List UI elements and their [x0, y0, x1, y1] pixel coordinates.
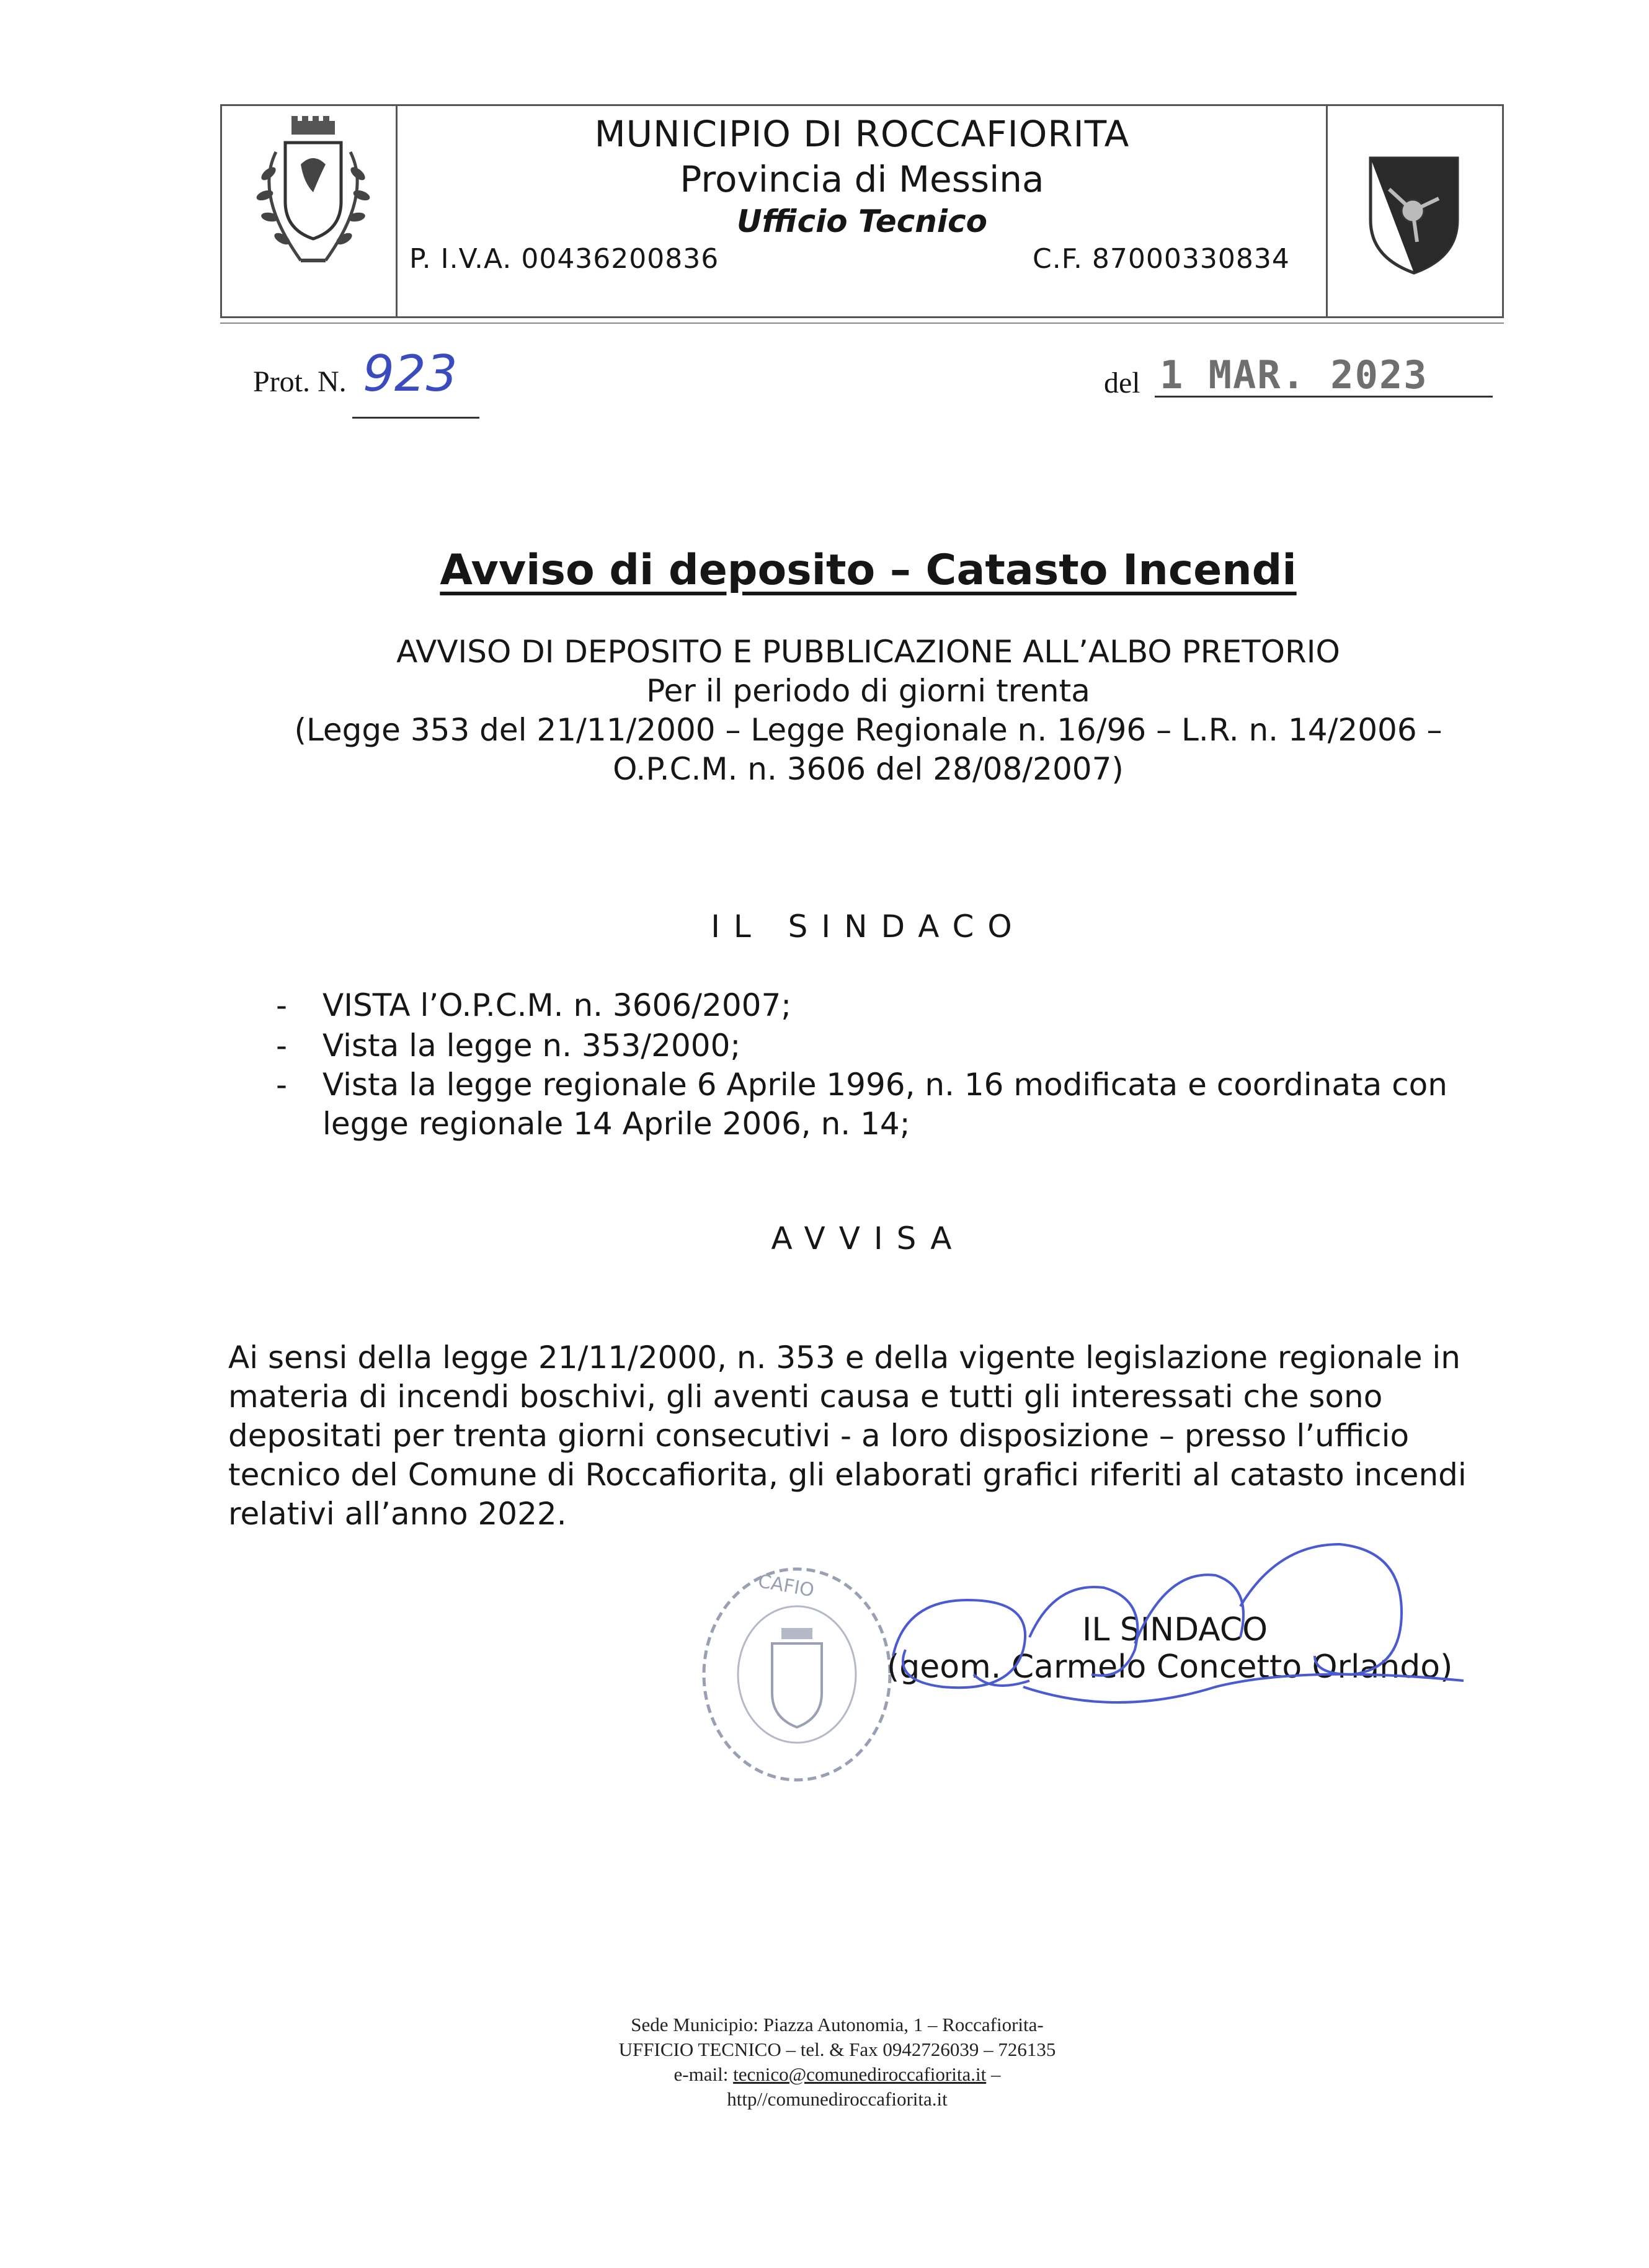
region-crest-icon [1364, 152, 1464, 276]
tax-code: C.F. 87000330834 [1033, 243, 1290, 275]
office-name: Ufficio Tecnico [737, 203, 987, 239]
notice-paragraph-line: depositati per trenta giorni consecutivi - a loro disposizione – presso l’ufficio [228, 1418, 1410, 1454]
notice-heading: AVVISA [771, 1221, 966, 1256]
footer-email-label: e-mail: [673, 2063, 734, 2085]
list-bullet: - [276, 987, 288, 1023]
email-link[interactable]: tecnico@comunediroccafiorita.it [733, 2063, 987, 2085]
notice-paragraph-line: tecnico del Comune di Roccafiorita, gli elaborati grafici riferiti al catasto incendi [228, 1457, 1467, 1493]
footer-email-suffix: – [986, 2063, 1001, 2085]
mayor-heading: IL SINDACO [711, 909, 1026, 945]
protocol-label: Prot. N. [253, 365, 347, 398]
list-bullet: - [276, 1028, 288, 1064]
subtitle-line-2: Per il periodo di giorni trenta [646, 673, 1090, 709]
notice-paragraph-line: materia di incendi boschivi, gli aventi causa e tutti gli interessati che sono [228, 1379, 1383, 1415]
date-underline [1155, 396, 1493, 398]
protocol-number: 923 [363, 345, 458, 402]
subtitle-line-4: O.P.C.M. n. 3606 del 28/08/2007) [613, 751, 1124, 787]
list-item: VISTA l’O.P.C.M. n. 3606/2007; [322, 987, 792, 1023]
province-name: Provincia di Messina [680, 158, 1044, 200]
municipality-name: MUNICIPIO DI ROCCAFIORITA [594, 113, 1130, 155]
municipal-crest-icon [233, 115, 394, 276]
letterhead-rule [220, 322, 1504, 324]
list-bullet: - [276, 1067, 288, 1103]
notice-paragraph-line: Ai sensi della legge 21/11/2000, n. 353 e della vigente legislazione regionale in [228, 1340, 1460, 1376]
list-item-continuation: legge regionale 14 Aprile 2006, n. 14; [322, 1106, 910, 1142]
signatory-name: (geom. Carmelo Concetto Orlando) [887, 1648, 1453, 1686]
handwritten-signature-icon [868, 1532, 1488, 1755]
footer-email [496, 2063, 1178, 2086]
date-stamp: 1 MAR. 2023 [1160, 352, 1428, 398]
website-link[interactable]: http//comunediroccafiorita.it [727, 2088, 948, 2110]
footer-phone: UFFICIO TECNICO – tel. & Fax 0942726039 – 726135 [618, 2039, 1056, 2060]
svg-text:CAFIO: CAFIO [756, 1570, 816, 1602]
signature-title: IL SINDACO [1082, 1611, 1268, 1648]
footer-address: Sede Municipio: Piazza Autonomia, 1 – Roccafiorita- [631, 2014, 1044, 2035]
notice-paragraph-line: relativi all’anno 2022. [228, 1496, 567, 1532]
list-item: Vista la legge regionale 6 Aprile 1996, n. 16 modificata e coordinata con [322, 1067, 1447, 1103]
vat-number: P. I.V.A. 00436200836 [409, 243, 719, 275]
subtitle-line-1: AVVISO DI DEPOSITO E PUBBLICAZIONE ALL’ALBO PRETORIO [396, 634, 1340, 670]
list-item: Vista la legge n. 353/2000; [322, 1028, 741, 1064]
date-label: del [1104, 367, 1140, 399]
document-title: Avviso di deposito – Catasto Incendi [440, 546, 1297, 595]
protocol-underline [352, 417, 479, 419]
subtitle-line-3: (Legge 353 del 21/11/2000 – Legge Regionale n. 16/96 – L.R. n. 14/2006 – [294, 712, 1442, 748]
